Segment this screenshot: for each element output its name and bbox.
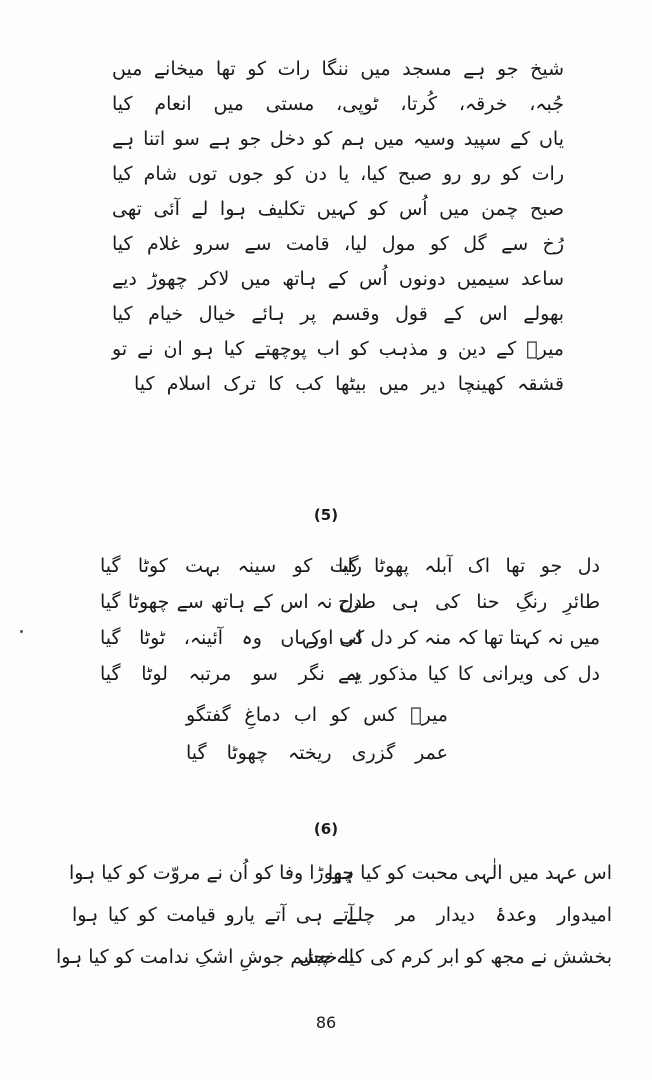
couplet — [0, 620, 652, 656]
verse-line: رُخ سے گل کو مول لیا، قامت سے سرو غلام کیا — [112, 233, 564, 255]
verse-line: جُبہ، خرقہ، کُرتا، ٹوپی، مستی میں انعام کیا — [112, 93, 564, 115]
second-misra: آتے ہی آتے یارو قیامت کو کیا ہوا — [72, 904, 354, 926]
verse-line: یاں کے سپید وسیہ میں ہم کو دخل جو ہے سو اتنا ہے — [112, 128, 564, 150]
couplet — [0, 939, 652, 981]
first-misra: دل جو تھا اک آبلہ پھوٹا گیا — [338, 555, 600, 577]
verse-line: میرؔ کے دین و مذہب کو اب پوچھتے کیا ہو ان نے تو — [112, 338, 564, 360]
first-misra: میں نہ کہتا تھا کہ منہ کر دل کی اور — [309, 627, 600, 649]
scan-speck — [20, 630, 23, 633]
first-misra: اس عہد میں الٰہی محبت کو کیا ہوا — [327, 862, 612, 884]
second-misra: رات کو سینہ بہت کوٹا گیا — [100, 555, 362, 577]
verse-line: عمر گزری ریختہ چھوٹا گیا — [186, 742, 448, 764]
first-misra: طائرِ رنگِ حنا کی ہی طرح — [338, 591, 600, 613]
verse-line: شیخ جو ہے مسجد میں ننگا رات کو تھا میخانے میں — [112, 58, 564, 80]
ghazal-number-5: (5) — [313, 506, 339, 524]
second-misra: اب کہاں وہ آئینہ، ٹوٹا گیا — [100, 627, 362, 649]
verse-line: میرؔ کس کو اب دماغِ گفتگو — [186, 704, 448, 726]
couplet — [0, 855, 652, 897]
ghazal-top — [112, 52, 564, 402]
verse-line: رات کو رو رو صبح کیا، یا دن کو جوں توں شام کیا — [112, 163, 564, 185]
couplet — [0, 548, 652, 584]
verse-line: بھولے اس کے قول وقسم پر ہائے خیال خیام کیا — [112, 303, 564, 325]
second-misra: اے چشم جوشِ اشکِ ندامت کو کیا ہوا — [55, 946, 354, 968]
couplet — [0, 897, 652, 939]
ghazal-5-maqta — [186, 696, 448, 772]
second-misra: چھوڑا وفا کو اُن نے مروّت کو کیا ہوا — [68, 862, 354, 884]
ghazal-5-couplets — [0, 548, 652, 692]
first-misra: امیدوار وعدۂ دیدار مر چلے — [346, 904, 612, 926]
first-misra: بخشش نے مجھ کو ابر کرم کی کیا خجل — [299, 946, 612, 968]
second-misra: یہ نگر سو مرتبہ لوٹا گیا — [100, 663, 362, 685]
page-number: 86 — [315, 1013, 337, 1032]
ghazal-6-couplets — [0, 855, 652, 981]
second-misra: دل نہ اس کے ہاتھ سے چھوٹا گیا — [100, 591, 362, 613]
verse-line: قشقہ کھینچا دیر میں بیٹھا کب کا ترک اسلام کیا — [134, 373, 564, 395]
couplet — [0, 584, 652, 620]
first-misra: دل کی ویرانی کا کیا مذکور ہے — [338, 663, 600, 685]
verse-line: صبح چمن میں اُس کو کہیں تکلیف ہوا لے آئی تھی — [112, 198, 564, 220]
couplet — [0, 656, 652, 692]
verse-line: ساعد سیمیں دونوں اُس کے ہاتھ میں لاکر چھوڑ دیے — [112, 268, 564, 290]
ghazal-number-6: (6) — [313, 820, 339, 838]
